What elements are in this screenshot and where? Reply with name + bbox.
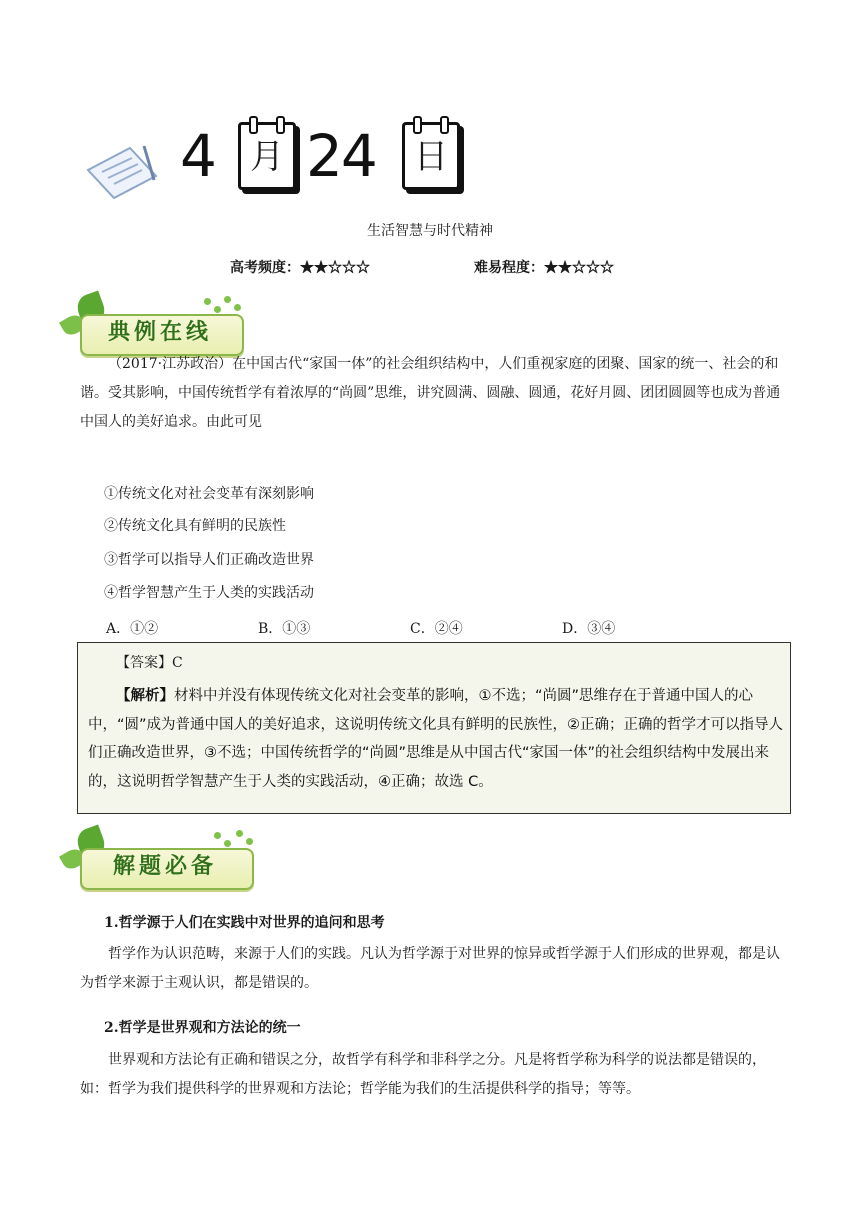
page-title: 生活智慧与时代精神 <box>367 223 493 239</box>
date-day-char: 日 <box>414 137 448 177</box>
note-text: 世界观和方法论有正确和错误之分，故哲学有科学和非科学之分。凡是将哲学称为科学的说法都是错误的，如：哲学为我们提供科学的世界观和方法论；哲学能为我们的生活提供科学的指导；等等。 <box>80 1052 766 1097</box>
frequency-label: 高考频度： <box>230 260 300 276</box>
question-item: ②传统文化具有鲜明的民族性 <box>104 518 286 534</box>
note-heading: 1.哲学源于人们在实践中对世界的追问和思考 <box>104 915 385 931</box>
analysis-label: 【解析】 <box>116 688 174 704</box>
question-item: ④哲学智慧产生于人类的实践活动 <box>104 585 314 601</box>
date-month-char: 月 <box>250 137 284 177</box>
question-item: ③哲学可以指导人们正确改造世界 <box>104 552 314 568</box>
option-b: B．①③ <box>258 621 311 637</box>
option-a: A．①② <box>106 621 159 637</box>
question-stem: （2017·江苏政治）在中国古代“家国一体”的社会组织结构中，人们重视家庭的团聚、国家的统一、社会的和谐。受其影响，中国传统哲学有着浓厚的“尚圆”思维，讲究圆满、圆融、圆通，花好月圆、团团圆圆等也成为普通中国人的美好追求。由此可见 <box>80 356 781 430</box>
section-banner-examples <box>64 292 264 356</box>
question-item: ①传统文化对社会变革有深刻影响 <box>104 486 314 502</box>
difficulty-rating <box>474 257 614 277</box>
section-title-examples: 典例在线 <box>107 320 212 345</box>
note-heading: 2.哲学是世界观和方法论的统一 <box>104 1020 301 1036</box>
date-header <box>80 112 480 202</box>
month-calendar-icon <box>238 122 296 190</box>
option-d: D．③④ <box>562 621 616 637</box>
difficulty-stars: ★★☆☆☆ <box>544 260 614 276</box>
frequency-stars: ★★☆☆☆ <box>300 260 370 276</box>
clipboard-icon <box>80 140 162 202</box>
analysis-body: 材料中并没有体现传统文化对社会变革的影响，①不选；“尚圆”思维存在于普通中国人的心中，“圆”成为普通中国人的美好追求，这说明传统文化具有鲜明的民族性，②正确；正确的哲学才可以指导人们正确改造世界，③不选；中国传统哲学的“尚圆”思维是从中国古代“家国一体”的社会组织结构中发展出来的，这说明哲学智慧产生于人类的实践活动，④正确；故选 C。 <box>88 688 784 790</box>
day-calendar-icon <box>402 122 460 190</box>
date-day-number: 24 <box>306 122 376 190</box>
analysis-text <box>88 682 784 796</box>
difficulty-label: 难易程度： <box>474 260 544 276</box>
section-banner-essentials <box>64 826 264 890</box>
frequency-rating <box>230 257 370 277</box>
option-c: C．②④ <box>410 621 463 637</box>
section-title-essentials: 解题必备 <box>112 854 217 879</box>
date-month-number: 4 <box>180 122 215 190</box>
answer-label: 【答案】C <box>116 655 183 671</box>
note-text: 哲学作为认识范畴，来源于人们的实践。凡认为哲学源于对世界的惊异或哲学源于人们形成的世界观，都是认为哲学来源于主观认识，都是错误的。 <box>80 946 780 991</box>
